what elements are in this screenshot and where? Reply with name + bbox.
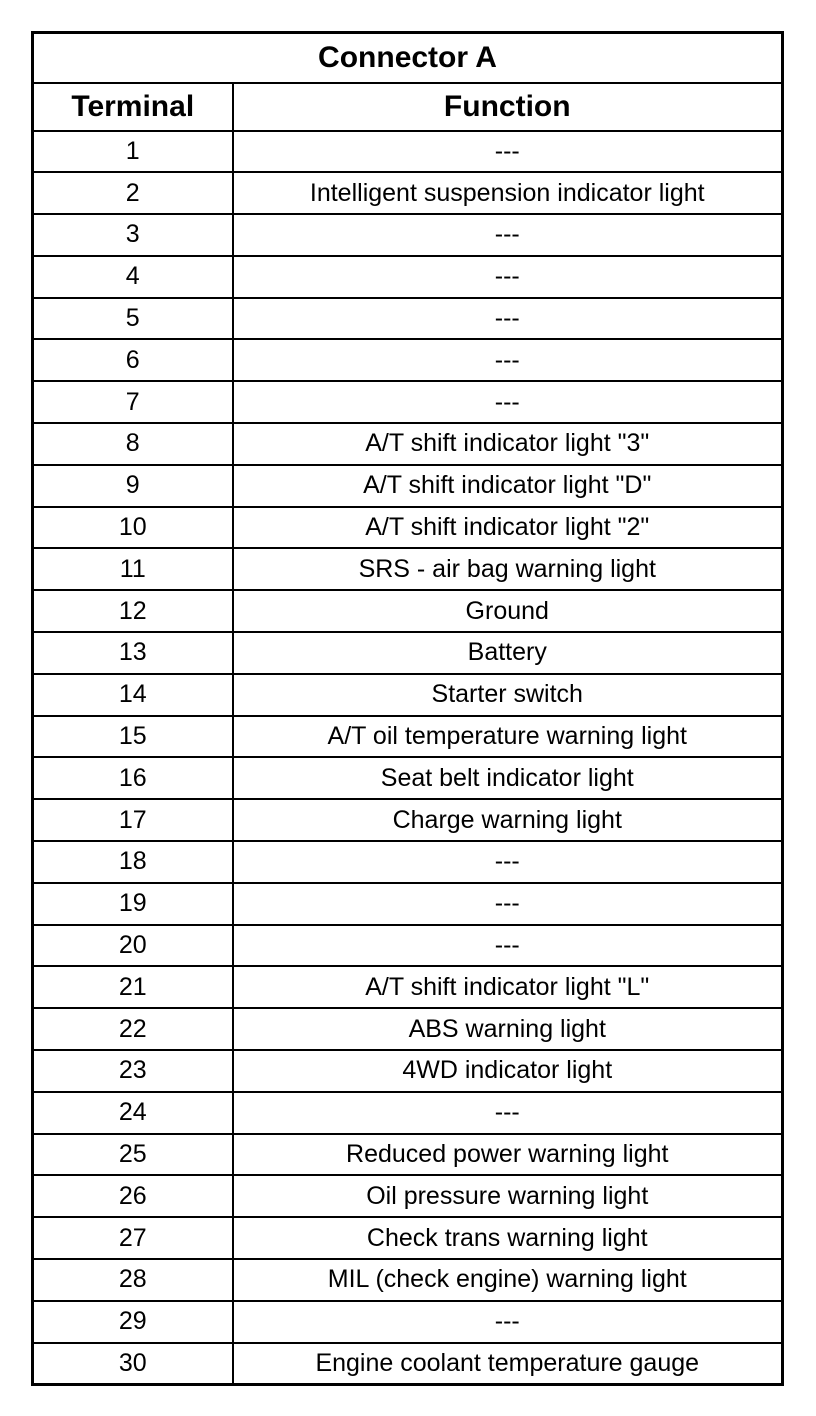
table-row bbox=[33, 381, 783, 423]
function-cell: A/T oil temperature warning light bbox=[233, 716, 783, 758]
table-row bbox=[33, 799, 783, 841]
table-row bbox=[33, 1134, 783, 1176]
table-row bbox=[33, 423, 783, 465]
function-cell: --- bbox=[233, 339, 783, 381]
terminal-cell: 3 bbox=[33, 214, 233, 256]
terminal-cell: 12 bbox=[33, 590, 233, 632]
terminal-cell: 19 bbox=[33, 883, 233, 925]
table-row bbox=[33, 716, 783, 758]
function-cell: --- bbox=[233, 883, 783, 925]
terminal-cell: 21 bbox=[33, 966, 233, 1008]
terminal-cell: 27 bbox=[33, 1217, 233, 1259]
function-cell: Oil pressure warning light bbox=[233, 1175, 783, 1217]
function-cell: Intelligent suspension indicator light bbox=[233, 172, 783, 214]
function-cell: --- bbox=[233, 131, 783, 173]
function-cell: --- bbox=[233, 298, 783, 340]
function-cell: Battery bbox=[233, 632, 783, 674]
table-row bbox=[33, 966, 783, 1008]
function-header: Function bbox=[233, 83, 783, 131]
terminal-cell: 6 bbox=[33, 339, 233, 381]
function-cell: Reduced power warning light bbox=[233, 1134, 783, 1176]
table-row bbox=[33, 1008, 783, 1050]
function-cell: ABS warning light bbox=[233, 1008, 783, 1050]
terminal-cell: 2 bbox=[33, 172, 233, 214]
function-cell: Ground bbox=[233, 590, 783, 632]
function-cell: Engine coolant temperature gauge bbox=[233, 1343, 783, 1385]
function-cell: MIL (check engine) warning light bbox=[233, 1259, 783, 1301]
function-cell: --- bbox=[233, 925, 783, 967]
function-cell: --- bbox=[233, 841, 783, 883]
function-cell: Seat belt indicator light bbox=[233, 757, 783, 799]
table-row bbox=[33, 1175, 783, 1217]
terminal-cell: 22 bbox=[33, 1008, 233, 1050]
function-cell: 4WD indicator light bbox=[233, 1050, 783, 1092]
title-row bbox=[33, 33, 783, 83]
terminal-cell: 24 bbox=[33, 1092, 233, 1134]
table-row bbox=[33, 1050, 783, 1092]
terminal-cell: 1 bbox=[33, 131, 233, 173]
table-title: Connector A bbox=[33, 33, 783, 83]
header-row bbox=[33, 83, 783, 131]
table-row bbox=[33, 548, 783, 590]
table-row bbox=[33, 339, 783, 381]
terminal-cell: 5 bbox=[33, 298, 233, 340]
table-row bbox=[33, 590, 783, 632]
table-row bbox=[33, 632, 783, 674]
function-cell: A/T shift indicator light "2" bbox=[233, 507, 783, 549]
terminal-cell: 26 bbox=[33, 1175, 233, 1217]
function-cell: --- bbox=[233, 214, 783, 256]
function-cell: SRS - air bag warning light bbox=[233, 548, 783, 590]
table-row bbox=[33, 1092, 783, 1134]
terminal-cell: 11 bbox=[33, 548, 233, 590]
terminal-cell: 28 bbox=[33, 1259, 233, 1301]
function-cell: --- bbox=[233, 381, 783, 423]
table-row bbox=[33, 925, 783, 967]
function-cell: Starter switch bbox=[233, 674, 783, 716]
function-cell: --- bbox=[233, 1092, 783, 1134]
terminal-cell: 23 bbox=[33, 1050, 233, 1092]
terminal-cell: 20 bbox=[33, 925, 233, 967]
connector-table bbox=[31, 31, 784, 1386]
terminal-cell: 4 bbox=[33, 256, 233, 298]
table-row bbox=[33, 883, 783, 925]
table-row bbox=[33, 507, 783, 549]
table-row bbox=[33, 131, 783, 173]
table-row bbox=[33, 172, 783, 214]
terminal-cell: 25 bbox=[33, 1134, 233, 1176]
function-cell: --- bbox=[233, 256, 783, 298]
function-cell: A/T shift indicator light "3" bbox=[233, 423, 783, 465]
terminal-cell: 17 bbox=[33, 799, 233, 841]
terminal-cell: 16 bbox=[33, 757, 233, 799]
terminal-cell: 10 bbox=[33, 507, 233, 549]
terminal-cell: 29 bbox=[33, 1301, 233, 1343]
terminal-header: Terminal bbox=[33, 83, 233, 131]
table-row bbox=[33, 1301, 783, 1343]
function-cell: A/T shift indicator light "L" bbox=[233, 966, 783, 1008]
table-row bbox=[33, 298, 783, 340]
table-row bbox=[33, 674, 783, 716]
table-row bbox=[33, 1217, 783, 1259]
function-cell: Check trans warning light bbox=[233, 1217, 783, 1259]
terminal-cell: 7 bbox=[33, 381, 233, 423]
terminal-cell: 9 bbox=[33, 465, 233, 507]
terminal-cell: 30 bbox=[33, 1343, 233, 1385]
terminal-cell: 15 bbox=[33, 716, 233, 758]
function-cell: A/T shift indicator light "D" bbox=[233, 465, 783, 507]
function-cell: --- bbox=[233, 1301, 783, 1343]
table-body bbox=[33, 131, 783, 1385]
terminal-cell: 14 bbox=[33, 674, 233, 716]
table-row bbox=[33, 841, 783, 883]
table-row bbox=[33, 1343, 783, 1385]
terminal-cell: 18 bbox=[33, 841, 233, 883]
table-row bbox=[33, 465, 783, 507]
table-row bbox=[33, 757, 783, 799]
table-row bbox=[33, 1259, 783, 1301]
function-cell: Charge warning light bbox=[233, 799, 783, 841]
terminal-cell: 8 bbox=[33, 423, 233, 465]
terminal-cell: 13 bbox=[33, 632, 233, 674]
table-row bbox=[33, 256, 783, 298]
table-row bbox=[33, 214, 783, 256]
